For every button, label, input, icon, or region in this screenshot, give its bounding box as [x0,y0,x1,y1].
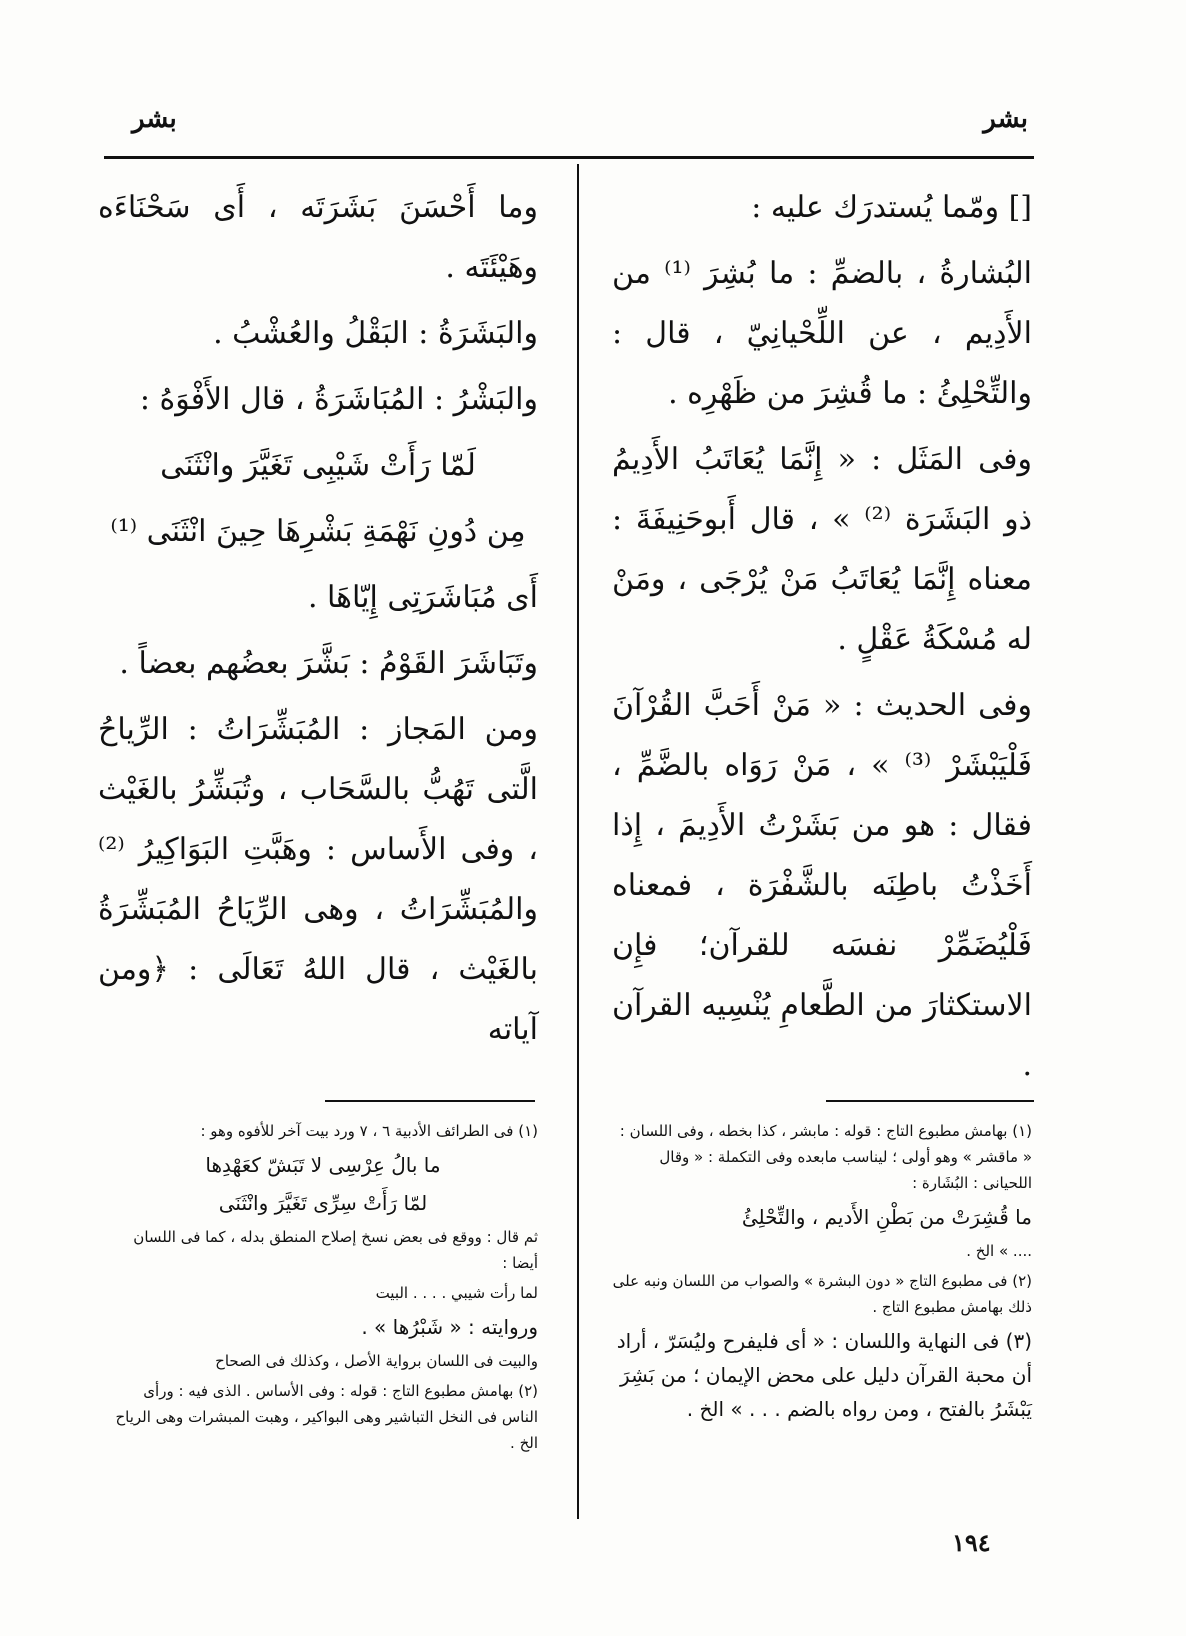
footnote: (١) بهامش مطبوع التاج : قوله : مابشر ، كذا بخطه ، وفى اللسان : « ماقشر » وهو أولى ؛ ليناسب مابعده وفى التكملة : « وقال اللحيانى : البُشَارة : [619,1122,1032,1192]
running-header-right: بشر [983,104,1028,134]
footnote-verse: لمّا رَأَتْ سِرِّى تَغَيَّرَ وانْثَنَى [218,1191,428,1215]
paragraph: وفى الحديث : « مَنْ أَحَبَّ القُرْآنَ فَلْيَبْشَرْ ⁽³⁾ » ، مَنْ رَوَاه بالضَّمِّ ، فقال : هو من بَشَرْتُ الأَدِيمَ ، إِذا أَخَذْتُ باطِنَه بالشَّفْرَة ، فمعناه فَلْيُضَمِّرْ نفسَه للقرآن؛ فإِن الاستكثارَ من الطَّعامِ يُنْسِيه القرآن . [612,688,1032,1083]
paragraph: وفى المَثَل : « إِنَّمَا يُعَاتَبُ الأَدِيمُ ذو البَشَرَة ⁽²⁾ » ، قال أَبوحَنِيفَةَ : معناه إِنَّمَا يُعَاتَبُ مَنْ يُرْجَى ، ومَنْ له مُسْكَةُ عَقْلٍ . [612,442,1032,657]
footnote-line: .... » الخ . [966,1242,1032,1260]
paragraph: أَى مُبَاشَرَتِى إِيّاهَا . [307,580,538,615]
footnote-line: وروايته : « شَبْرُها » . [361,1315,538,1339]
paragraph: ومن المَجاز : المُبَشِّرَاتُ : الرِّياحُ الَّتى تَهُبُّ بالسَّحَاب ، وتُبَشِّرُ بالغَيْث ، وفى الأَساس : وهَبَّتِ البَوَاكِيرُ ⁽²⁾ والمُبَشِّرَاتُ ، وهى الرِّيَاحُ المُبَشِّرَةُ بالغَيْث ، قال اللهُ تَعَالَى : ﴿ومن آياته [98,712,538,1047]
verse-line: مِن دُونِ نَهْمَةِ بَشْرِهَا حِينَ انْثَنَى ⁽¹⁾ [110,514,526,549]
paragraph: والبَشَرَةُ : البَقْلُ والعُشْبُ . [213,316,538,351]
right-column [612,178,1032,1102]
footnote: (١) فى الطرائف الأدبية ٦ ، ٧ ورد بيت آخر للأفوه وهو : [200,1122,538,1140]
column-divider [577,164,579,1519]
paragraph: والبَشْرُ : المُبَاشَرَةُ ، قال الأَفْوَهُ : [139,382,538,417]
footnotes-right [612,1118,1032,1430]
paragraph: [] ومّما يُستدرَك عليه : [751,190,1032,225]
footnote-rule-right [826,1100,1034,1102]
footnote-rule-left [325,1100,535,1102]
page-number: ١٩٤ [952,1528,991,1557]
footnote-line: والبيت فى اللسان برواية الأصل ، وكذلك فى الصحاح [215,1352,538,1370]
header-rule [104,156,1034,159]
footnotes-left [108,1118,538,1460]
footnote-line: ما قُشِرَتْ من بَطْنِ الأَديم ، والتِّحْلِئُ [741,1205,1032,1229]
left-column [98,178,538,1066]
footnote: (٢) بهامش مطبوع التاج : قوله : وفى الأساس . الذى فيه : ورأى الناس فى النخل التباشير وهى البواكير ، وهبت المبشرات وهى الرياح الخ . [115,1382,538,1452]
paragraph: البُشارةُ ، بالضمِّ : ما بُشِرَ ⁽¹⁾ من الأَدِيم ، عن اللِّحْيانِيّ ، قال : والتِّحْلِئُ : ما قُشِرَ من ظَهْرِه . [612,256,1033,411]
footnote-line: ثم قال : ووقع فى بعض نسخ إصلاح المنطق بدله ، كما فى اللسان أيضا : [133,1228,538,1272]
running-header-left: بشر [132,104,177,134]
verse-line: لَمّا رَأَتْ شَيْبِى تَغَيَّرَ وانْثَنَى [160,448,476,483]
footnote-line: لما رأت شيبي . . . . البيت [375,1284,538,1302]
footnote-verse: ما بالُ عِرْسِى لا تَبَشّ كعَهْدِها [205,1153,441,1177]
footnote: (٢) فى مطبوع التاج « دون البشرة » والصواب من اللسان ونبه على ذلك بهامش مطبوع التاج . [612,1272,1032,1316]
footnote: (٣) فى النهاية واللسان : « أى فليفرح وليُسَرّ ، أراد أن محبة القرآن دليل على محض الإيمان ؛ من بَشِرَ يَبْشَرُ بالفتح ، ومن رواه بالضم . . . » الخ . [616,1329,1032,1421]
paragraph: وتَبَاشَرَ القَوْمُ : بَشَّرَ بعضُهم بعضاً . [119,646,538,681]
paragraph: وما أَحْسَنَ بَشَرَتَه ، أَى سَحْنَاءَه وهَيْئَتَه . [98,190,538,285]
